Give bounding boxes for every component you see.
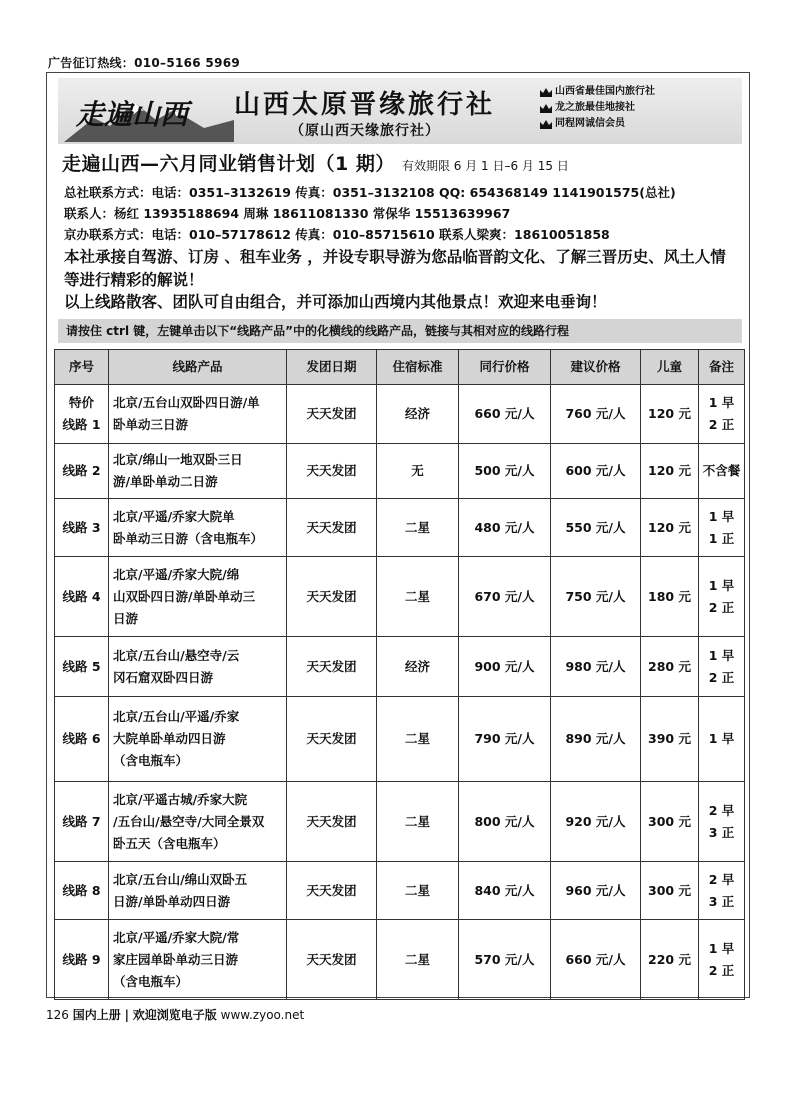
route-number: 线路 5 bbox=[62, 658, 101, 674]
route-number-cell bbox=[55, 862, 109, 920]
table-row bbox=[55, 920, 745, 1000]
crown-icon bbox=[540, 88, 552, 97]
link-instruction-notice: 请按住 ctrl 键，左键单击以下“线路产品”中的化横线的线路产品，链接与其相对应的线路行程 bbox=[58, 319, 742, 343]
suggested-price: 550 元/人 bbox=[551, 499, 641, 557]
departure-date: 天天发团 bbox=[287, 637, 377, 697]
route-number: 线路 1 bbox=[62, 417, 101, 432]
footer-separator: | bbox=[124, 1008, 129, 1022]
route-product-line: 大院单卧单动四日游 bbox=[113, 731, 226, 746]
table-row bbox=[55, 499, 745, 557]
col-header: 住宿标准 bbox=[377, 350, 459, 385]
hotel-standard: 二星 bbox=[377, 697, 459, 782]
agency-name: 山西太原晋缘旅行社 bbox=[234, 90, 496, 120]
route-number: 特价 bbox=[68, 395, 94, 410]
welcome-line: 以上线路散客、团队可自由组合，并可添加山西境内其他景点！欢迎来电垂询！ bbox=[64, 293, 607, 311]
hotel-standard: 二星 bbox=[377, 782, 459, 862]
route-number: 线路 6 bbox=[62, 731, 101, 746]
meal-note: 2 早 bbox=[708, 871, 735, 887]
route-number: 线路 7 bbox=[62, 813, 101, 829]
suggested-price: 600 元/人 bbox=[551, 444, 641, 499]
agency-banner bbox=[58, 78, 742, 144]
child-price: 300 元 bbox=[641, 782, 699, 862]
route-product-link[interactable] bbox=[109, 697, 287, 782]
page-number: 126 bbox=[46, 1008, 69, 1022]
hotel-standard: 无 bbox=[377, 444, 459, 499]
route-product-line: 北京/五台山/绵山双卧五 bbox=[113, 871, 248, 887]
route-number-cell bbox=[55, 385, 109, 444]
section-name: 国内上册 bbox=[72, 1008, 121, 1022]
child-price: 180 元 bbox=[641, 557, 699, 637]
crown-icon bbox=[540, 104, 552, 113]
plan-title: 走遍山西—六月同业销售计划（1 期） bbox=[62, 153, 395, 175]
beijing-office-contact: 京办联系方式：电话：010–57178612 传真：010–85715610 联系人梁爽：18610051858 bbox=[64, 227, 610, 242]
trade-price: 800 元/人 bbox=[459, 782, 551, 862]
departure-date: 天天发团 bbox=[287, 444, 377, 499]
crown-icon bbox=[540, 120, 552, 129]
route-product-line: 卧单动三日游 bbox=[113, 417, 189, 432]
table-row bbox=[55, 637, 745, 697]
meal-note: 3 正 bbox=[708, 893, 735, 909]
col-header: 儿童 bbox=[641, 350, 699, 385]
route-product-line: （含电瓶车） bbox=[113, 753, 189, 768]
meal-note-cell bbox=[699, 499, 745, 557]
meal-note: 2 早 bbox=[708, 802, 735, 818]
meal-note: 1 早 bbox=[708, 731, 735, 746]
departure-date: 天天发团 bbox=[287, 385, 377, 444]
meal-note: 2 正 bbox=[708, 599, 735, 615]
meal-note: 2 正 bbox=[708, 417, 735, 432]
child-price: 390 元 bbox=[641, 697, 699, 782]
route-number: 线路 3 bbox=[62, 519, 101, 535]
meal-note: 3 正 bbox=[708, 824, 735, 840]
agency-former-name: （原山西天缘旅行社） bbox=[290, 123, 440, 139]
route-product-link[interactable] bbox=[109, 557, 287, 637]
service-intro: 本社承接自驾游、订房 、租车业务 ，并设专职导游为您品临晋韵文化、了解三晋历史、风土人情等进行精彩的解说！ bbox=[64, 248, 726, 289]
logo-mountain-image bbox=[64, 80, 234, 142]
ad-hotline: 广告征订热线：010–5166 5969 bbox=[48, 56, 241, 70]
trade-price: 900 元/人 bbox=[459, 637, 551, 697]
route-product-line: 北京/平遥古城/乔家大院 bbox=[113, 791, 248, 807]
col-header: 备注 bbox=[699, 350, 745, 385]
route-product-link[interactable] bbox=[109, 499, 287, 557]
meal-note: 1 早 bbox=[708, 395, 735, 410]
meal-note-cell bbox=[699, 697, 745, 782]
suggested-price: 920 元/人 bbox=[551, 782, 641, 862]
page-title bbox=[62, 149, 569, 176]
contact-persons: 联系人：杨红 13935188694 周琳 18611081330 常保华 15513639967 bbox=[64, 206, 511, 221]
suggested-price: 660 元/人 bbox=[551, 920, 641, 1000]
meal-note: 1 早 bbox=[708, 508, 735, 524]
route-product-line: 日游/单卧单动四日游 bbox=[113, 893, 231, 909]
hotel-standard: 二星 bbox=[377, 862, 459, 920]
departure-date: 天天发团 bbox=[287, 862, 377, 920]
route-number: 线路 8 bbox=[62, 882, 101, 898]
honor-item: 龙之旅最佳地接社 bbox=[540, 100, 655, 116]
site-url[interactable]: www.zyoo.net bbox=[220, 1008, 305, 1022]
route-number-cell bbox=[55, 697, 109, 782]
route-number: 线路 2 bbox=[62, 463, 101, 478]
hotel-standard: 二星 bbox=[377, 920, 459, 1000]
table-row bbox=[55, 385, 745, 444]
departure-date: 天天发团 bbox=[287, 782, 377, 862]
route-product-line: 北京/平遥/乔家大院/绵 bbox=[113, 566, 240, 582]
hotel-standard: 经济 bbox=[377, 385, 459, 444]
trade-price: 670 元/人 bbox=[459, 557, 551, 637]
trade-price: 570 元/人 bbox=[459, 920, 551, 1000]
route-product-line: 北京/平遥/乔家大院单 bbox=[113, 508, 235, 524]
hotel-standard: 二星 bbox=[377, 557, 459, 637]
table-row bbox=[55, 444, 745, 499]
route-product-line: 游/单卧单动二日游 bbox=[113, 474, 218, 489]
route-product-line: 北京/平遥/乔家大院/常 bbox=[113, 929, 240, 945]
child-price: 300 元 bbox=[641, 862, 699, 920]
route-product-link[interactable] bbox=[109, 637, 287, 697]
trade-price: 480 元/人 bbox=[459, 499, 551, 557]
route-number-cell bbox=[55, 920, 109, 1000]
meal-note: 2 正 bbox=[708, 962, 735, 978]
route-product-line: 卧单动三日游（含电瓶车） bbox=[113, 530, 264, 546]
route-product-line: 冈石窟双卧四日游 bbox=[113, 669, 214, 685]
meal-note-cell bbox=[699, 637, 745, 697]
table-row bbox=[55, 782, 745, 862]
child-price: 120 元 bbox=[641, 444, 699, 499]
route-product-line: 北京/五台山/平遥/乔家 bbox=[113, 709, 240, 724]
route-product-line: 北京/五台山双卧四日游/单 bbox=[113, 395, 260, 410]
route-product-line: /五台山/悬空寺/大同全景双 bbox=[113, 813, 265, 829]
suggested-price: 760 元/人 bbox=[551, 385, 641, 444]
route-product-line: 北京/五台山/悬空寺/云 bbox=[113, 647, 240, 663]
route-product-line: 山双卧四日游/单卧单动三 bbox=[113, 588, 256, 604]
meal-note: 2 正 bbox=[708, 669, 735, 685]
page-footer bbox=[46, 1006, 304, 1023]
honor-item: 同程网诚信会员 bbox=[540, 116, 655, 132]
col-header: 建议价格 bbox=[551, 350, 641, 385]
meal-note-cell bbox=[699, 557, 745, 637]
route-number-cell bbox=[55, 499, 109, 557]
child-price: 120 元 bbox=[641, 499, 699, 557]
hotel-standard: 经济 bbox=[377, 637, 459, 697]
route-number: 线路 9 bbox=[62, 951, 101, 967]
meal-note: 1 正 bbox=[708, 530, 735, 546]
route-product-line: （含电瓶车） bbox=[113, 973, 189, 989]
meal-note-cell bbox=[699, 444, 745, 499]
departure-date: 天天发团 bbox=[287, 499, 377, 557]
suggested-price: 890 元/人 bbox=[551, 697, 641, 782]
child-price: 280 元 bbox=[641, 637, 699, 697]
meal-note-cell bbox=[699, 920, 745, 1000]
route-price-table bbox=[54, 349, 745, 1000]
trade-price: 500 元/人 bbox=[459, 444, 551, 499]
meal-note-cell bbox=[699, 862, 745, 920]
route-number-cell bbox=[55, 637, 109, 697]
route-product-line: 卧五天（含电瓶车） bbox=[113, 835, 226, 851]
trade-price: 840 元/人 bbox=[459, 862, 551, 920]
suggested-price: 960 元/人 bbox=[551, 862, 641, 920]
honor-item: 山西省最佳国内旅行社 bbox=[540, 84, 655, 100]
departure-date: 天天发团 bbox=[287, 557, 377, 637]
meal-note-cell bbox=[699, 385, 745, 444]
table-row bbox=[55, 697, 745, 782]
hotel-standard: 二星 bbox=[377, 499, 459, 557]
route-product-link[interactable] bbox=[109, 862, 287, 920]
meal-note-cell bbox=[699, 782, 745, 862]
meal-note: 1 早 bbox=[708, 940, 735, 956]
trade-price: 790 元/人 bbox=[459, 697, 551, 782]
table-row bbox=[55, 557, 745, 637]
route-product-line: 日游 bbox=[113, 610, 139, 626]
trade-price: 660 元/人 bbox=[459, 385, 551, 444]
route-product-link[interactable] bbox=[109, 444, 287, 499]
suggested-price: 980 元/人 bbox=[551, 637, 641, 697]
route-number-cell bbox=[55, 557, 109, 637]
meal-note: 1 早 bbox=[708, 577, 735, 593]
footer-tagline: 欢迎浏览电子版 bbox=[132, 1008, 217, 1022]
table-header-row bbox=[55, 350, 745, 385]
route-product-line: 家庄园单卧单动三日游 bbox=[113, 951, 239, 967]
child-price: 220 元 bbox=[641, 920, 699, 1000]
validity-period: 有效期限 6 月 1 日–6 月 15 日 bbox=[401, 159, 569, 173]
route-number: 线路 4 bbox=[62, 588, 101, 604]
hq-contact: 总社联系方式：电话：0351–3132619 传真：0351–3132108 QQ: 654368149 1141901575(总社) bbox=[64, 185, 676, 200]
route-product-link[interactable] bbox=[109, 920, 287, 1000]
honors-list bbox=[540, 84, 655, 132]
suggested-price: 750 元/人 bbox=[551, 557, 641, 637]
col-header: 线路产品 bbox=[109, 350, 287, 385]
meal-note: 1 早 bbox=[708, 647, 735, 663]
child-price: 120 元 bbox=[641, 385, 699, 444]
departure-date: 天天发团 bbox=[287, 697, 377, 782]
route-product-line: 北京/绵山一地双卧三日 bbox=[113, 452, 243, 467]
table-row bbox=[55, 862, 745, 920]
meal-note: 不含餐 bbox=[702, 463, 741, 478]
col-header: 序号 bbox=[55, 350, 109, 385]
departure-date: 天天发团 bbox=[287, 920, 377, 1000]
route-number-cell bbox=[55, 782, 109, 862]
svg-text:走遍山西: 走遍山西 bbox=[76, 98, 189, 131]
col-header: 发团日期 bbox=[287, 350, 377, 385]
route-product-link[interactable] bbox=[109, 782, 287, 862]
route-product-link[interactable] bbox=[109, 385, 287, 444]
route-number-cell bbox=[55, 444, 109, 499]
col-header: 同行价格 bbox=[459, 350, 551, 385]
